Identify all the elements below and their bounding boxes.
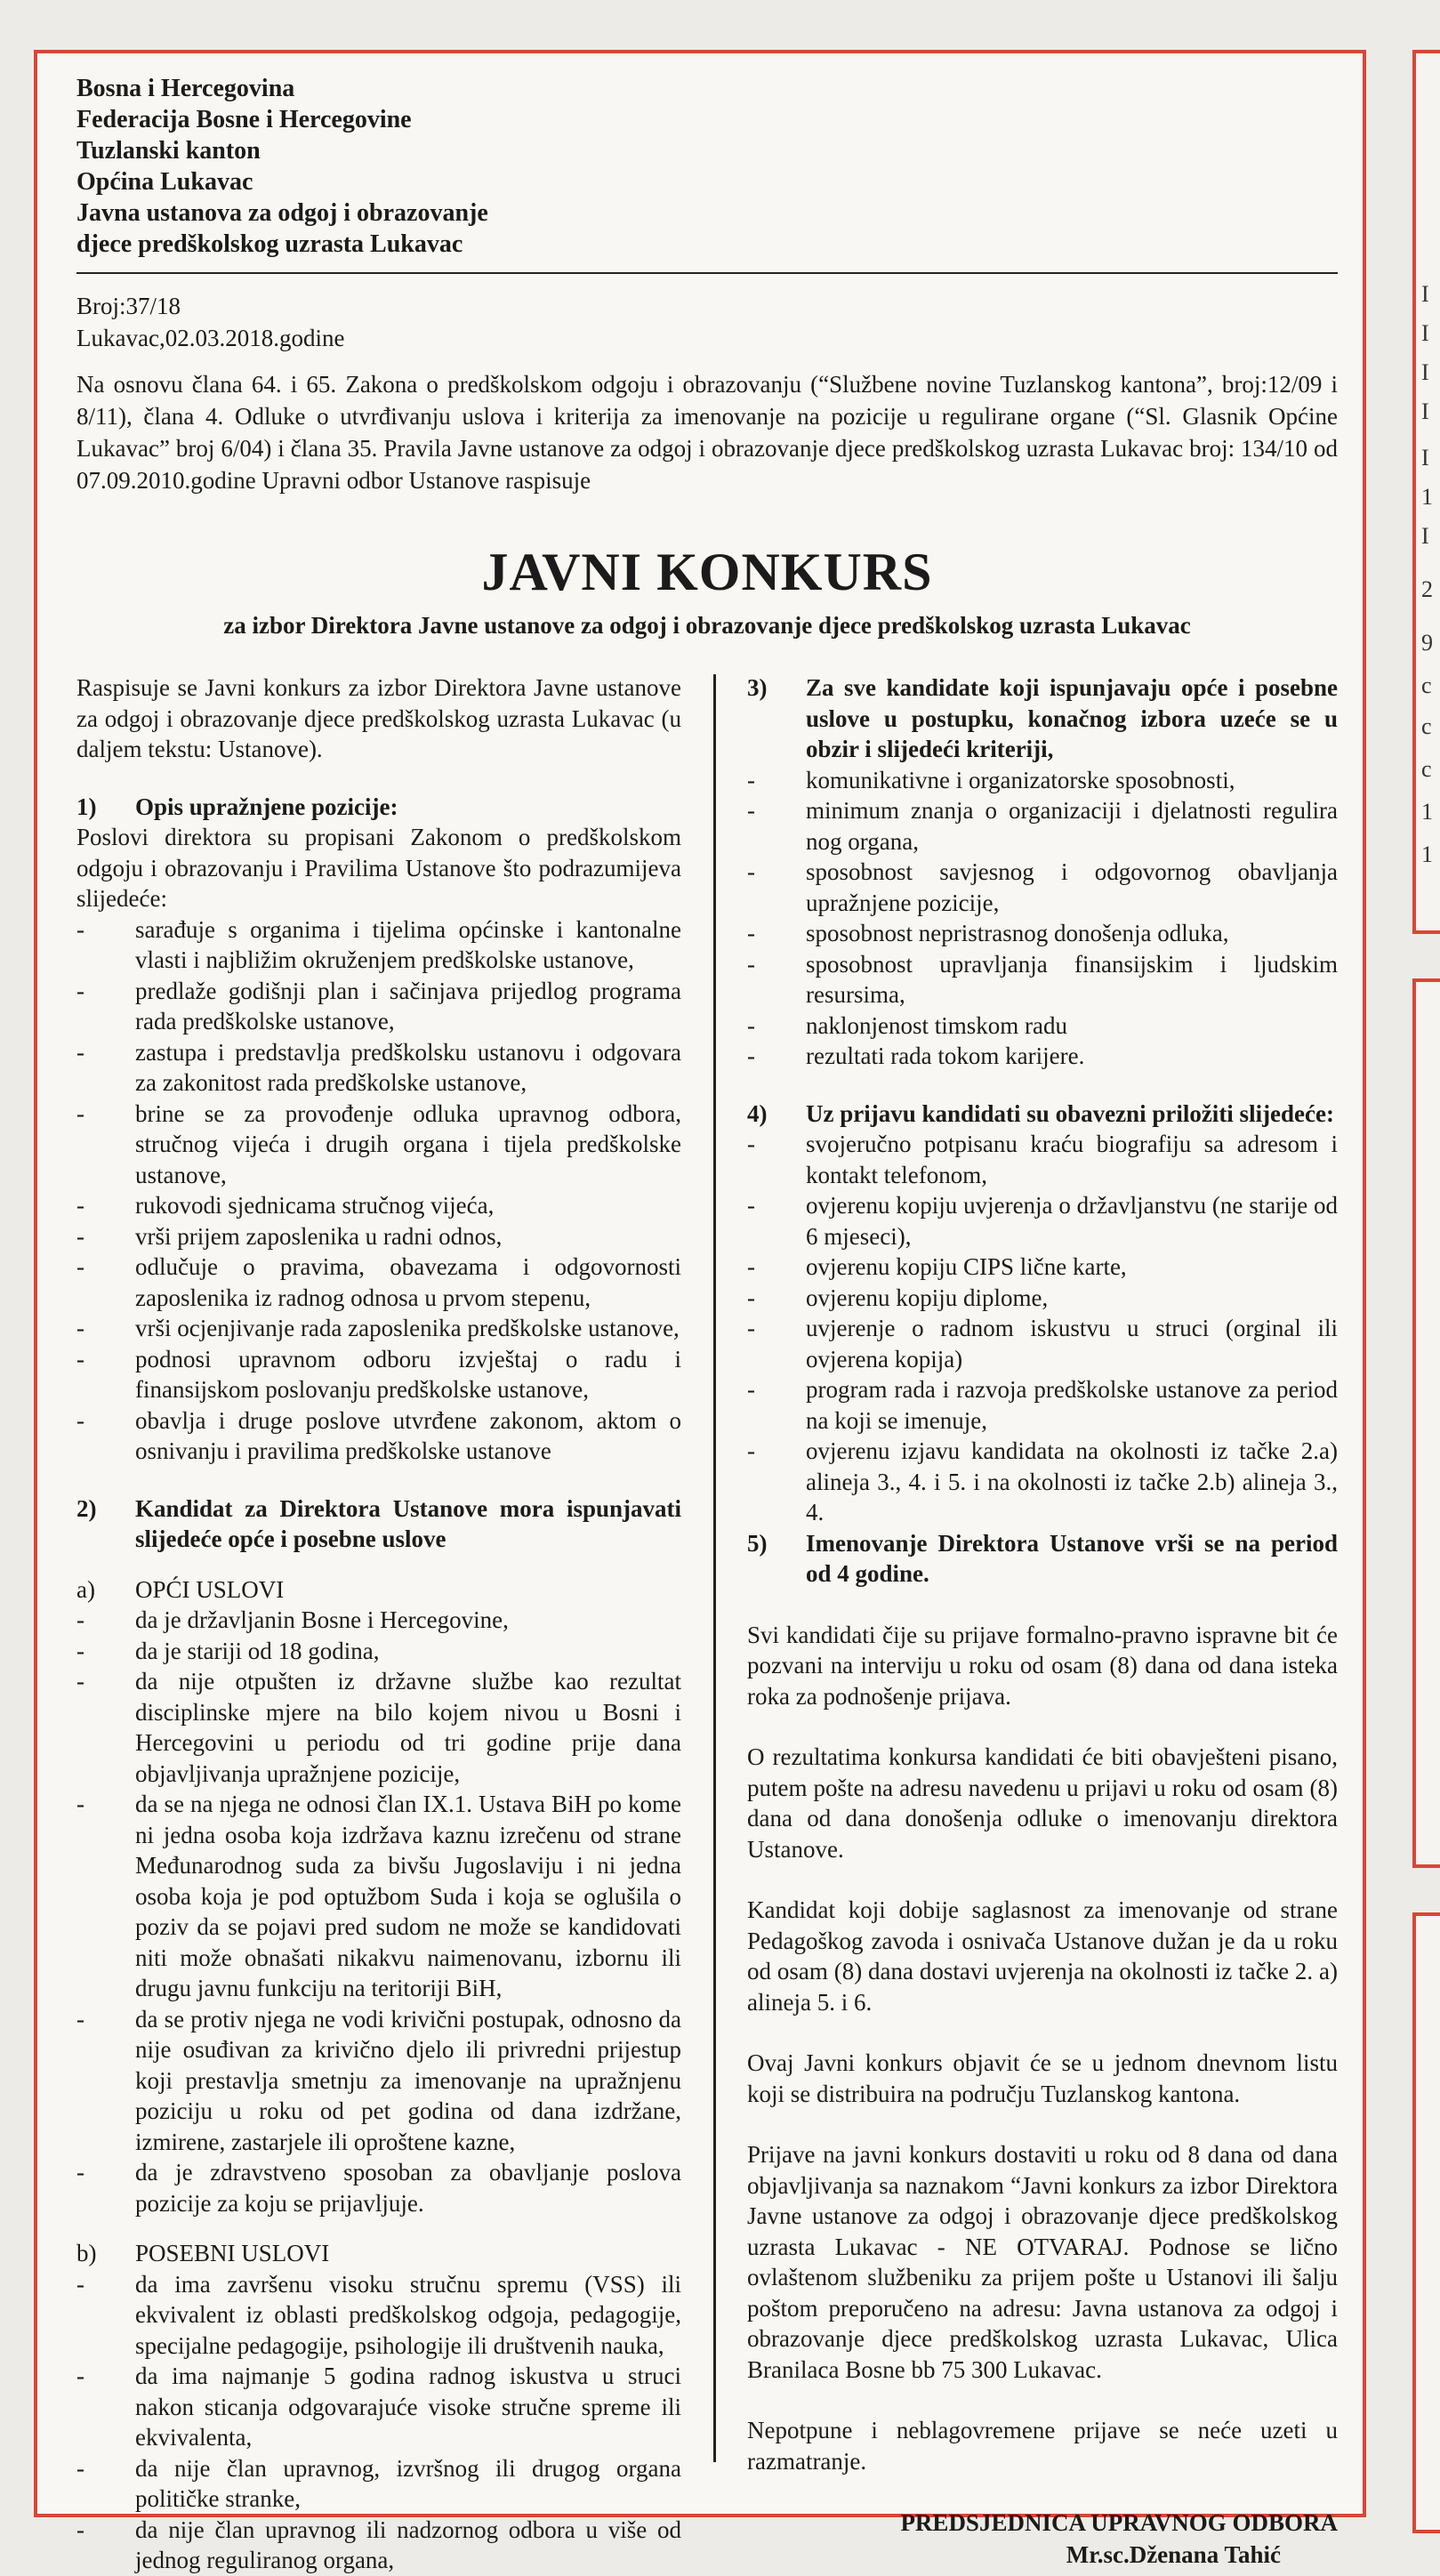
dash-bullet: -	[76, 1345, 84, 1373]
dash-bullet: -	[76, 1253, 84, 1280]
header-line: Tuzlanski kanton	[76, 137, 261, 165]
list-item-text: sposobnost savjesnog i odgovornog obavljanja upražnjene pozicije,	[806, 858, 1338, 916]
section-title: Uz prijavu kandidati su obavezni priložiti slijedeće:	[806, 1099, 1334, 1127]
section-number: 3)	[747, 674, 768, 701]
dash-bullet: -	[76, 1315, 84, 1341]
list-item	[76, 1636, 681, 1667]
subsection-heading	[76, 1574, 681, 1606]
list-item	[76, 2453, 681, 2515]
adjacent-column-middle	[1412, 978, 1440, 1868]
list-item-text: da se na njega ne odnosi član IX.1. Ustava BiH po kome ni jedna osoba koja izdržava kaznu izrečenu od strane Međunarodnog suda za bivšu Jugoslaviju i ni jedna osoba koja je pod optužbom Suda i koja se oglušila o poziv da se pojavi pred sudom ne može se kandidovati niti može obnašati nikakvu naimenovanu, izbornu ili drugu javnu funkciju na teritoriji BiH,	[135, 1791, 681, 2001]
list-item-text: da nije otpušten iz državne službe kao rezultat disciplinske mjere na bilo kojem nivou u Bosni i Hercegovini u periodu od tri godine prije dana objavljivanja upražnjene pozicije,	[135, 1668, 681, 1787]
list-item-text: da nije član upravnog ili nadzornog odbora u više od jednog reguliranog organa,	[135, 2516, 681, 2573]
dash-bullet: -	[747, 950, 755, 978]
list-item-text: zastupa i predstavlja predškolsku ustanovu i odgovara za zakonitost rada predškolske ustanove,	[135, 1038, 681, 1096]
dash-bullet: -	[76, 1038, 84, 1066]
dash-bullet: -	[76, 1192, 84, 1219]
list-item	[747, 1129, 1338, 1190]
announcement-frame	[34, 50, 1366, 2573]
dash-bullet: -	[747, 1376, 755, 1403]
dash-bullet: -	[76, 2270, 84, 2298]
document-date: Lukavac,02.03.2018.godine	[76, 325, 345, 351]
consent-paragraph: Kandidat koji dobije saglasnost za imenovanje od strane Pedagoškog zavoda i osnivača Ustanove dužan je da u roku od osam (8) dana dostavi uvjerenja na okolnosti iz tačke 2. a) alineja 5. i 6.	[747, 1896, 1338, 2016]
subsection-letter: a)	[76, 1575, 95, 1603]
duties-list	[76, 914, 681, 1467]
list-item	[76, 1099, 681, 1191]
header-divider	[76, 272, 1338, 274]
list-item	[747, 949, 1338, 1010]
subsection-title: POSEBNI USLOVI	[135, 2240, 330, 2266]
section-number: 2)	[76, 1494, 97, 1522]
adjacent-column-letter: I	[1421, 523, 1429, 549]
section-heading	[76, 1493, 681, 1555]
section-5-heading	[747, 1528, 1338, 1590]
dash-bullet: -	[747, 766, 755, 793]
list-item	[747, 795, 1338, 857]
dash-bullet: -	[76, 1099, 84, 1127]
adjacent-column-letter: I	[1421, 359, 1429, 385]
submission-paragraph: Prijave na javni konkurs dostaviti u roku od 8 dana od dana objavljivanja sa naznakom “Javni konkurs za izbor Direktora Javne ustanove za odgoj i obrazovanje djece predškolskog uzrasta Lukavac - NE OTVARAJ. Podnose se lično ovlaštenom službeniku za prijem pošte u Ustanovi ili šalju poštom preporučeno na adresu: Javna ustanova za odgoj i obrazovanje djece predškolskog uzrasta Lukavac, Ulica Branilaca Bosne bb 75 300 Lukavac.	[747, 2141, 1338, 2383]
dash-bullet: -	[747, 1131, 755, 1157]
list-item	[747, 1252, 1338, 1283]
dash-bullet: -	[76, 1222, 84, 1250]
list-item	[747, 1190, 1338, 1252]
list-item-text: sposobnost upravljanja finansijskim i ljudskim resursima,	[806, 950, 1338, 1008]
subsection-title: OPĆI USLOVI	[135, 1575, 285, 1603]
list-item-text: uvjerenje o radnom iskustvu u struci (orginal ili ovjerena kopija)	[806, 1315, 1338, 1373]
adjacent-column-top	[1412, 50, 1440, 934]
list-item	[76, 1605, 681, 1636]
section-1	[76, 792, 681, 1467]
list-item-text: sarađuje s organima i tijelima općinske i kantonalne vlasti i najbližim okruženjem predškolske ustanove,	[135, 915, 681, 973]
section-text: Poslovi direktora su propisani Zakonom o predškolskom odgoju i obrazovanju i Pravilima Ustanove što podrazumijeva slijedeće:	[76, 824, 681, 912]
document-number: Broj:37/18	[76, 293, 181, 319]
dash-bullet: -	[747, 1011, 755, 1039]
list-item-text: ovjerenu izjavu kandidata na okolnosti iz tačke 2.a) alineja 3., 4. i 5. i na okolnosti iz tačke 2.b) alineja 3., 4.	[806, 1437, 1338, 1525]
dash-bullet: -	[747, 1437, 755, 1464]
list-item-text: da se protiv njega ne vodi krivični postupak, odnosno da nije osuđivan za krivično djelo ili privredni prijestup koji prestavlja smetnju za imenovanje na upražnjenu poziciju u roku od pet godina od dana izdržane, izmirene, zastarjele ili oproštene kazne,	[135, 2005, 681, 2155]
list-item	[76, 2269, 681, 2362]
list-item	[76, 1221, 681, 1252]
list-item	[747, 918, 1338, 949]
section-4	[747, 1099, 1338, 1590]
list-item	[76, 976, 681, 1037]
subsection-letter: b)	[76, 2240, 97, 2266]
section-heading	[747, 1099, 1338, 1130]
dash-bullet: -	[747, 1253, 755, 1280]
two-column-body	[76, 672, 1338, 2573]
list-item-text: program rada i razvoja predškolske ustanove za period na koji se imenuje,	[806, 1376, 1338, 1434]
section-title: Imenovanje Direktora Ustanove vrši se na period od 4 godine.	[806, 1529, 1338, 1587]
dash-bullet: -	[747, 1192, 755, 1219]
general-conditions-list	[76, 1605, 681, 2218]
section-title: Opis upražnjene pozicije:	[135, 793, 398, 820]
list-item	[76, 1405, 681, 1467]
dash-bullet: -	[76, 2005, 84, 2033]
dash-bullet: -	[76, 2454, 84, 2482]
dash-bullet: -	[76, 1668, 84, 1695]
results-paragraph: O rezultatima konkursa kandidati će biti obavješteni pisano, putem pošte na adresu navedenu u prijavi u roku od osam (8) dana od dana donošenja odluke o imenovanju direktora Ustanove.	[747, 1743, 1338, 1863]
required-documents-list	[747, 1129, 1338, 1528]
list-item	[76, 1252, 681, 1313]
dash-bullet: -	[76, 915, 84, 943]
list-item	[76, 1037, 681, 1099]
header-line: Federacija Bosne i Hercegovine	[76, 106, 412, 133]
list-item-text: ovjerenu kopiju diplome,	[806, 1284, 1049, 1311]
section-title: Za sve kandidate koji ispunjavaju opće i posebne uslove u postupku, konačnog izbora uzeće se u obzir i slijedeći kriteriji,	[806, 674, 1338, 762]
publication-paragraph: Ovaj Javni konkurs objavit će se u jednom dnevnom listu koji se distribuira na području Tuzlanskog kantona.	[747, 2049, 1338, 2107]
left-column	[76, 672, 681, 2576]
section-number: 4)	[747, 1099, 768, 1127]
adjacent-column-letter: 1	[1421, 799, 1433, 825]
adjacent-column-letter: I	[1421, 445, 1429, 471]
dash-bullet: -	[747, 1042, 755, 1069]
document-meta	[76, 290, 1338, 354]
section-3	[747, 672, 1338, 1072]
page-subtitle: za izbor Direktora Javne ustanove za odgoj i obrazovanje djece predškolskog uzrasta Lukavac	[223, 612, 1191, 639]
adjacent-column-letter: I	[1421, 320, 1429, 346]
list-item	[76, 914, 681, 976]
list-item	[747, 857, 1338, 918]
list-item	[747, 1313, 1338, 1374]
adjacent-column-letter: 2	[1421, 576, 1433, 602]
section-number: 1)	[76, 793, 97, 820]
dash-bullet: -	[76, 2516, 84, 2543]
list-item-text: naklonjenost timskom radu	[806, 1011, 1067, 1039]
signature-block	[747, 2507, 1338, 2571]
list-item	[747, 1041, 1338, 1072]
list-item	[76, 1190, 681, 1221]
dash-bullet: -	[747, 920, 755, 946]
adjacent-column-letter: 1	[1421, 484, 1433, 510]
list-item-text: vrši prijem zaposlenika u radni odnos,	[135, 1222, 503, 1250]
dash-bullet: -	[76, 977, 84, 1004]
list-item	[76, 1344, 681, 1405]
page-title: JAVNI KONKURS	[481, 543, 933, 601]
adjacent-column-letter: c	[1421, 756, 1432, 782]
list-item-text: da je stariji od 18 godina,	[135, 1637, 380, 1664]
list-item	[747, 765, 1338, 796]
section-heading	[76, 792, 681, 823]
list-item-text: sposobnost nepristrasnog donošenja odluka,	[806, 920, 1229, 946]
list-item	[76, 1666, 681, 1789]
section-title: Kandidat za Direktora Ustanove mora ispunjavati slijedeće opće i posebne uslove	[135, 1494, 681, 1552]
adjacent-column-letter: c	[1421, 713, 1432, 739]
section-2	[76, 1493, 681, 2576]
special-conditions-list	[76, 2269, 681, 2576]
incomplete-applications-paragraph: Nepotpune i neblagovremene prijave se neće uzeti u razmatranje.	[747, 2417, 1338, 2475]
right-column	[747, 672, 1338, 2571]
list-item	[747, 1010, 1338, 1042]
dash-bullet: -	[747, 797, 755, 824]
list-item-text: rukovodi sjednicama stručnog vijeća,	[135, 1192, 495, 1219]
column-divider	[713, 674, 716, 2462]
list-item-text: podnosi upravnom odboru izvještaj o radu i finansijskom poslovanju predškolske ustanove,	[135, 1345, 681, 1403]
list-item-text: brine se za provođenje odluka upravnog odbora, stručnog vijeća i drugih organa i tijela predškolske ustanove,	[135, 1099, 681, 1188]
list-item-text: predlaže godišnji plan i sačinjava prijedlog programa rada predškolske ustanove,	[135, 977, 681, 1034]
list-item	[747, 1374, 1338, 1436]
list-item-text: minimum znanja o organizaciji i djelatnosti regulira nog organa,	[806, 797, 1338, 855]
list-item-text: svojeručno potpisanu kraću biografiju sa adresom i kontakt telefonom,	[806, 1131, 1338, 1188]
criteria-list	[747, 765, 1338, 1072]
dash-bullet: -	[747, 1284, 755, 1311]
dash-bullet: -	[76, 2363, 84, 2389]
header-line: Bosna i Hercegovina	[76, 75, 295, 102]
subsection-heading	[76, 2238, 681, 2269]
adjacent-column-letter: I	[1421, 281, 1429, 307]
list-item-text: komunikativne i organizatorske sposobnosti,	[806, 766, 1235, 793]
header-line: Općina Lukavac	[76, 168, 253, 196]
dash-bullet: -	[76, 1406, 84, 1434]
list-item-text: obavlja i druge poslove utvrđene zakonom, aktom o osnivanju i pravilima predškolske ustanove	[135, 1406, 681, 1464]
section-number: 5)	[747, 1529, 768, 1557]
signatory-role: PREDSJEDNICA UPRAVNOG ODBORA	[900, 2509, 1338, 2536]
list-item-text: da ima najmanje 5 godina radnog iskustva u struci nakon sticanja odgovarajuće visoke stručne spreme ili ekvivalenta,	[135, 2363, 681, 2451]
list-item-text: da je državljanin Bosne i Hercegovine,	[135, 1606, 509, 1633]
list-item	[747, 1283, 1338, 1314]
list-item	[76, 2515, 681, 2576]
adjacent-column-letter: 1	[1421, 841, 1433, 867]
dash-bullet: -	[76, 2159, 84, 2186]
adjacent-column-letter: I	[1421, 398, 1429, 424]
adjacent-column-letter: c	[1421, 672, 1432, 698]
interview-paragraph: Svi kandidati čije su prijave formalno-pravno ispravne bit će pozvani na interviju u roku od osam (8) dana od dana isteka roka za podnošenje prijava.	[747, 1621, 1338, 1710]
list-item-text: ovjerenu kopiju CIPS lične karte,	[806, 1253, 1127, 1280]
dash-bullet: -	[76, 1606, 84, 1633]
list-item	[76, 2361, 681, 2453]
list-item-text: da je zdravstveno sposoban za obavljanje poslova pozicije za koju se prijavljuje.	[135, 2159, 681, 2217]
list-item	[76, 2004, 681, 2158]
list-item	[76, 1789, 681, 2004]
dash-bullet: -	[747, 858, 755, 885]
institution-header	[76, 69, 1338, 260]
opening-paragraph: Raspisuje se Javni konkurs za izbor Direktora Javne ustanove za odgoj i obrazovanje djece predškolskog uzrasta Lukavac (u daljem tekstu: Ustanove).	[76, 674, 681, 762]
dash-bullet: -	[747, 1315, 755, 1341]
list-item-text: rezultati rada tokom karijere.	[806, 1042, 1085, 1069]
list-item-text: ovjerenu kopiju uvjerenja o državljanstvu (ne starije od 6 mjeseci),	[806, 1192, 1338, 1250]
announcement-content	[76, 69, 1338, 2573]
dash-bullet: -	[76, 1791, 84, 1817]
header-line: djece predškolskog uzrasta Lukavac	[76, 230, 463, 258]
adjacent-column-bottom	[1412, 1912, 1440, 2533]
list-item	[76, 1313, 681, 1344]
list-item	[76, 2157, 681, 2218]
adjacent-column-letter: 9	[1421, 630, 1433, 656]
signatory-name: Mr.sc.Dženana Tahić	[1066, 2541, 1281, 2568]
dash-bullet: -	[76, 1637, 84, 1664]
header-line: Javna ustanova za odgoj i obrazovanje	[76, 199, 488, 227]
list-item-text: da nije član upravnog, izvršnog ili drugog organa političke stranke,	[135, 2454, 681, 2512]
list-item-text: vrši ocjenjivanje rada zaposlenika predškolske ustanove,	[135, 1315, 680, 1341]
legal-basis-paragraph: Na osnovu člana 64. i 65. Zakona o predškolskom odgoju i obrazovanju (“Službene novine Tuzlanskog kantona”, broj:12/09 i 8/11), člana 4. Odluke o utvrđivanju uslova i kriterija za imenovanje na pozicije u regulirane organe (“Sl. Glasnik Općine Lukavac” broj 6/04) i člana 35. Pravila Javne ustanove za odgoj i obrazovanje djece predškolskog uzrasta Lukavac broj: 134/10 od 07.09.2010.godine Upravni odbor Ustanove raspisuje	[76, 371, 1338, 494]
list-item	[747, 1436, 1338, 1528]
list-item-text: odlučuje o pravima, obavezama i odgovornosti zaposlenika iz radnog odnosa u prvom stepenu,	[135, 1253, 681, 1311]
list-item-text: da ima završenu visoku stručnu spremu (VSS) ili ekvivalent iz oblasti predškolskog odgoja, pedagogije, specijalne pedagogije, psihologije ili društvenih nauka,	[135, 2270, 681, 2359]
section-heading	[747, 672, 1338, 765]
